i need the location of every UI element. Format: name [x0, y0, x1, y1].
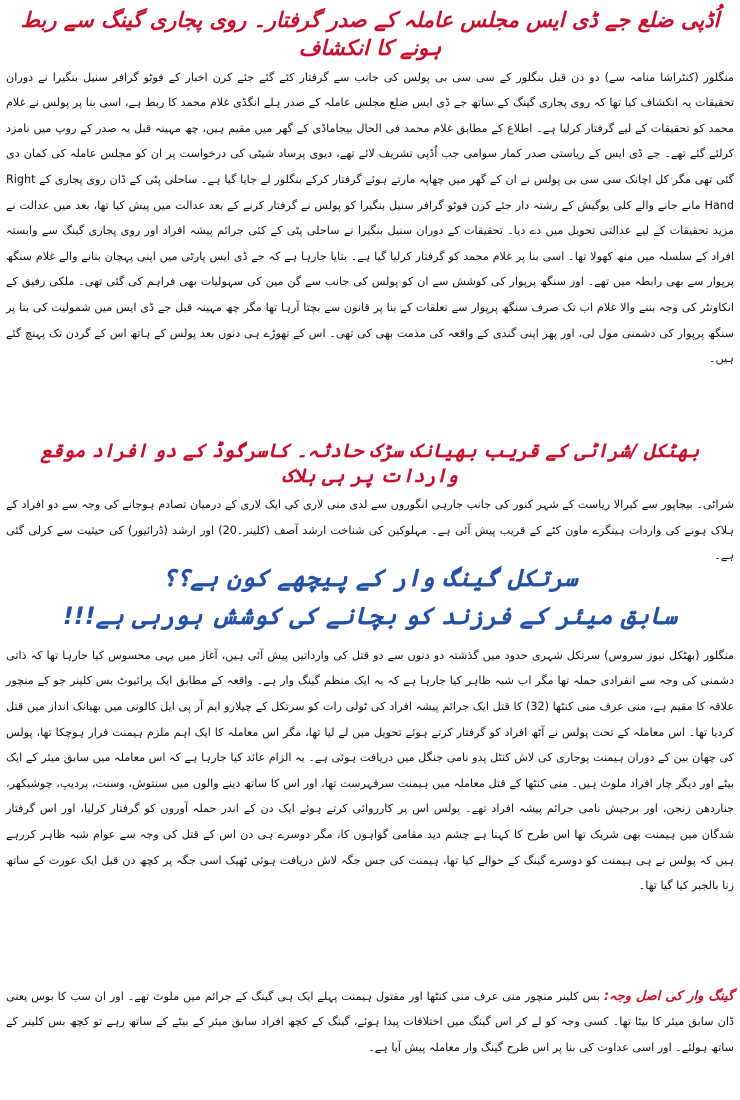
article-gang-war-body: منگلور (بھٹکل نیوز سروس) سرتکل شہری حدود میں گذشتہ دو دنوں سے دو قتل کی وارداتیں پیش آئی ہیں، آغاز میں یہی محسوس کیا جارہا تھا کہ ذاتی دشمنی کی وجہ سے انفرادی حملہ تھا مگر اب شبہ ظاہر کیا جارہا ہے کہ یہ ایک منظم گینگ وار ہے۔ واقعہ کے مطابق ایک پرائیوٹ بس کلینر جو کے منچور علاقہ کا مقیم ہے، منی عرف منی کنٹھا (32) کا قتل ایک جرائم پیشہ افراد کی ٹولی رات کو سرتکل کے چیلارو ایم آر پی ایل کالونی میں بھیانک انداز میں قتل کردیا تھا۔ اس معاملہ کے تحت پولس نے آٹھ افراد کو گرفتار کرتے ہوئے تحویل میں لے لیا تھا، مگر اس معاملہ کا ایک اہم ملزم ہیمنت فرار ہوچکا تھا، پولس کی چھان بین کے دوران ہیمنت پوجاری کی لاش کنٹل پدو نامی جنگل میں دریافت ہوئی ہے۔ یہ الزام عائد کیا جارہا ہے کہ اس معاملہ میں سابق میئر کے ایک بیٹے اور دیگر چار افراد ملوث ہیں۔ منی کنٹھا کے قتل معاملہ میں ہیمنت سرفہرست تھا، اور اس کا ساتھ دینے والوں میں سنتوش، وسنت، پردیپ، چوشیکھر، جناردھن زنجن، اور برجیش نامی جرائم پیشہ افراد تھے۔ پولس اس پر کارروائی کرتے ہوئے ایک دن کے اندر حملہ آوروں کو گرفتار کرلیا، اور اس گرفتار شدگان میں ہیمنت بھی شریک تھا اس طرح کا کہنا ہے چشم دید مقامی گواہوں کا، مگر دوسرے ہی دن اس کے قتل کی وجہ سے عوام شبہ ظاہر کررہے ہیں کہ پولس نے ہی ہیمنت کو دوسرے گینگ کے حوالے کیا تھا، ہیمنت کی جس جگہ لاش دریافت ہوئی ٹھیک اسی جگہ پر کچھ دن قبل ایک عورت کے ساتھ زنا بالجبر کیا گیا تھا۔ — [6, 648, 735, 893]
article-accident-body: شراٹی۔ بیجاپور سے کیرالا ریاست کے شہر کنور کی جانب جارہی انگوروں سے لدی منی لاری کی ایک لاری کے درمیان تصادم ہوجانے کی وجہ سے دو افراد کے ہلاک ہونے کی واردات ہینگرے ماون کٹے کے قریب پیش آئی ہے۔ مہلوکین کی شناخت ارشد آصف (کلینر۔20) اور ارشد (ڈرائیور) کی حیثیت سے کرلی گئی ہے۔ — [6, 497, 735, 563]
gang-war-reason-body: بس کلینر منچور منی عرف منی کنٹھا اور مقتول ہیمنت پہلے ایک ہی گینگ کے جرائم میں ملوث تھے۔ اور ان سب کا بوس یعنی ڈان سابق میئر کا بیٹا تھا۔ کسی وجہ کو لے کر اس گینگ میں اختلافات پیدا ہوئے، گینگ کے کچھ افراد سابق میئر کے بیٹے کے ساتھ رہے تو کچھ بس کلینر کے ساتھ ہولئے۔ اور اسی عداوت کی بنا پر اس طرح گینگ وار معاملہ پیش آیا ہے۔ — [6, 989, 734, 1054]
article-arrest-body: منگلور (کنٹراشا منامہ سے) دو دن قبل بنگلور کے سی سی بی پولس کی جانب سے گرفتار کئے گئے جئے کرن اخبار کے فوٹو گرافر سنیل بنگیرا نے دوران تحقیقات یہ انکشاف کیا تھا کہ روی پجاری گینگ کے ساتھ جے ڈی ایس ضلع مجلس عاملہ کے صدر ہلے انگڈی غلام محمد کا ربط ہے، اسی بنا پر پولس نے غلام محمد کو تحقیقات کے لیے گرفتار کرلیا ہے۔ اطلاع کے مطابق غلام محمد فی الحال بیجاماڈی کے گھر میں مقیم ہیں، چھ مہینہ قبل یہ صدر کے روپ میں نامزد کرلئے گئے تھے۔ جے ڈی ایس کے ریاستی صدر کمار سوامی جب اُڈپی تشریف لائے تھے، دیوی پرساد شیٹی کی درخواست پر ان کو مجلس عاملہ کی کمان دی گئی تھی مگر کل اچانک سی سی بی پولس نے ان کے گھر میں چھاپہ مارتے ہوئے گرفتار کرکے بنگلور لے جایا گیا ہے۔ ساحلی پٹی کے ڈان روی پجاری کے Right Hand مانے جانے والے کلی یوگیش کے رشتہ دار جئے کرن فوٹو گرافر سنیل بنگیرا کو پولس نے گرفتار کرنے کے بعد عدالت میں پیش کیا تھا، بعد میں عدالت نے مزید تحقیقات کے لیے عدالتی تحویل میں دے دیا۔ تحقیقات کے دوران سنیل بنگیرا نے ساحلی پٹی کے کئی جرائم پیشہ افراد اور روی پجاری گینگ سے وابستہ افراد کے سلسلہ میں منھ کھولا تھا۔ اسی بنا پر غلام محمد کو گرفتار کرلیا گیا ہے۔ بتایا جارہا ہے کہ جے ڈی ایس پارٹی میں اپنی پہچان بنانے والے غلام سنگھ پرپوار سے بھی رابطہ میں تھے۔ اور سنگھ پرپوار کی کوشش سے ان کو پولس کی جانب سے گن مین کی سہولیات بھی فراہم کی گئی تھی۔ ملکی رفیق کے انکاونٹر کی وجہ بننے والا غلام اب تک صرف سنگھ پرپوار سے تعلقات کے بنا پر قانون سے بچتا آرہا تھا مگر چھ مہینہ قبل جے ڈی ایس میں شمولیت کی بنا پر سنگھ پرپوار کی دشمنی مول لی، اور پھر اپنی گندی کے واقعہ کی مذمت بھی کی تھی۔ اس کے تھوڑے ہی دنوں بعد پولس کے ہاتھ اس کے گردن تک پہنچ گئے ہیں۔ — [6, 70, 734, 366]
gang-war-reason-label: گینگ وار کی اصل وجہ: — [603, 988, 734, 1004]
gang-war-headline: سرتکل گینگ وار کے پیچھے کون ہے؟؟ — [162, 563, 578, 592]
gang-war-reason-paragraph — [6, 984, 734, 1094]
gang-war-subheadline: سابق میئر کے فرزند کو بچانے کی کوشش ہورہی ہے!!! — [62, 602, 678, 631]
accident-headline: بھٹکل /شراٹی کے قریب بھیانک سڑک حادثہ۔ کاسرگوڈ کے دو افراد موقع واردات پر ہی ہلاک — [40, 439, 700, 488]
main-headline: اُڈپی ضلع جے ڈی ایس مجلس عاملہ کے صدر گرفتار۔ روی پجاری گینگ سے ربط ہونے کا انکشاف — [20, 8, 720, 61]
